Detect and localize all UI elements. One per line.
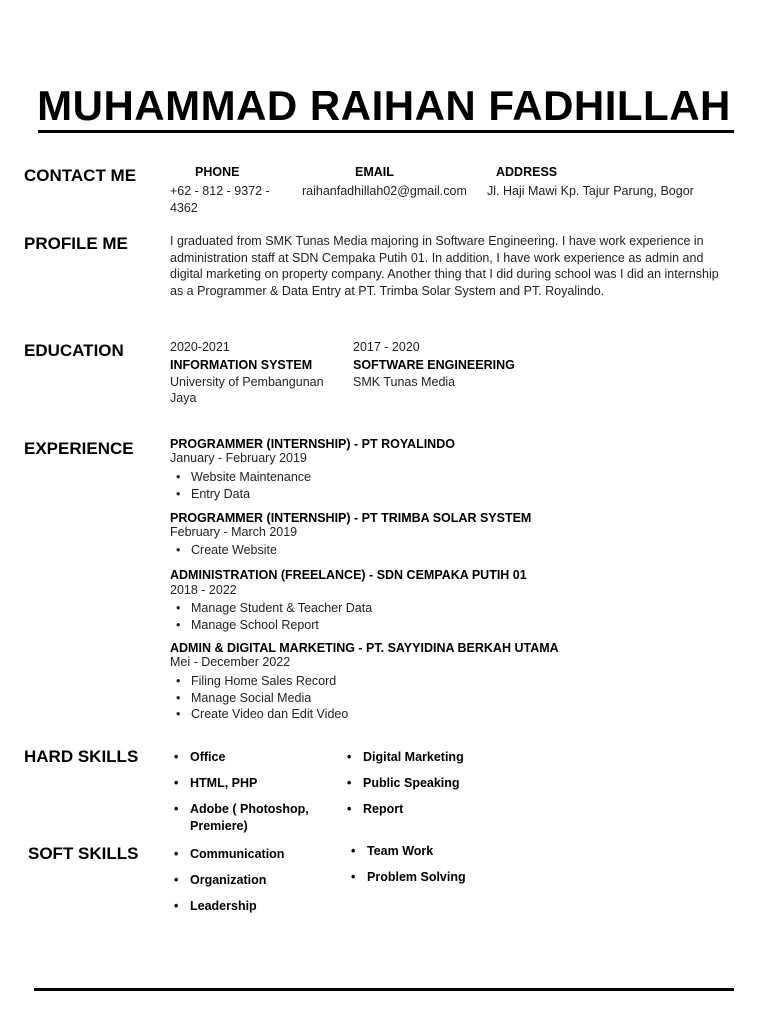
list-item: • Manage Student & Teacher Data (170, 600, 372, 617)
section-education-title: EDUCATION (24, 341, 124, 360)
education-years: 2020-2021 (170, 340, 230, 354)
list-item: • Manage Social Media (170, 690, 348, 707)
education-years: 2017 - 2020 (353, 340, 420, 354)
job-title: PROGRAMMER (INTERNSHIP) - PT ROYALINDO (170, 437, 455, 451)
phone-label: PHONE (195, 165, 240, 179)
section-contact-title: CONTACT ME (24, 166, 137, 185)
job-date: Mei - December 2022 (170, 655, 291, 669)
skill-item: • Team Work (347, 843, 433, 860)
job-duties (170, 600, 372, 633)
education-entry (353, 339, 543, 390)
skill-item: • Problem Solving (347, 869, 466, 886)
job-duties (170, 673, 348, 723)
education-degree: INFORMATION SYSTEM (170, 357, 313, 372)
skill-item: • Report (343, 801, 403, 818)
job-date: February - March 2019 (170, 525, 298, 539)
address-value: Jl. Haji Mawi Kp. Tajur Parung, Bogor (487, 184, 694, 198)
section-soft-skills-title: SOFT SKILLS (28, 844, 139, 863)
skill-item: • Digital Marketing (343, 749, 464, 766)
phone-value: +62 - 812 - 9372 - 4362 (170, 184, 270, 215)
section-experience-title: EXPERIENCE (24, 439, 134, 458)
list-item: • Manage School Report (170, 617, 372, 634)
skill-item: • Public Speaking (343, 775, 460, 792)
email-label: EMAIL (355, 165, 394, 179)
address-label: ADDRESS (496, 165, 558, 179)
resume-name: MUHAMMAD RAIHAN FADHILLAH (37, 82, 731, 129)
job-title: ADMINISTRATION (FREELANCE) - SDN CEMPAKA PUTIH 01 (170, 568, 527, 582)
education-school: University of Pembangunan Jaya (170, 374, 324, 405)
skill-item: • Adobe ( Photoshop, Premiere) (170, 801, 330, 835)
footer-divider (34, 988, 734, 991)
job-date: 2018 - 2022 (170, 583, 237, 597)
skill-item: • Communication (170, 846, 284, 863)
header-divider (38, 130, 734, 133)
job-duties (170, 469, 311, 502)
job-duties (170, 542, 277, 559)
email-value[interactable]: raihanfadhillah02@gmail.com (302, 184, 467, 198)
skill-item: • Leadership (170, 898, 257, 915)
education-degree: SOFTWARE ENGINEERING (353, 357, 515, 372)
skill-item: • HTML, PHP (170, 775, 257, 792)
skill-item: • Organization (170, 872, 266, 889)
profile-text: I graduated from SMK Tunas Media majoring in Software Engineering. I have work experience in administration staff at SDN Cempaka Putih 01. In addition, I have work experience as admin and digital marketing on property company. Another thing that I did during school was I did an internship as a Programmer & Data Entry at PT. Trimba Solar System and PT. Royalindo. (170, 234, 719, 298)
job-title: PROGRAMMER (INTERNSHIP) - PT TRIMBA SOLAR SYSTEM (170, 511, 532, 525)
skill-item: • Office (170, 749, 225, 766)
section-profile-title: PROFILE ME (24, 234, 128, 253)
job-date: January - February 2019 (170, 451, 307, 465)
education-school: SMK Tunas Media (353, 374, 456, 389)
job-title: ADMIN & DIGITAL MARKETING - PT. SAYYIDINA BERKAH UTAMA (170, 641, 559, 655)
education-entry (170, 339, 340, 407)
list-item: • Website Maintenance (170, 469, 311, 486)
section-hard-skills-title: HARD SKILLS (24, 747, 139, 766)
list-item: • Filing Home Sales Record (170, 673, 348, 690)
list-item: • Create Website (170, 542, 277, 559)
list-item: • Create Video dan Edit Video (170, 706, 348, 723)
list-item: • Entry Data (170, 486, 311, 503)
